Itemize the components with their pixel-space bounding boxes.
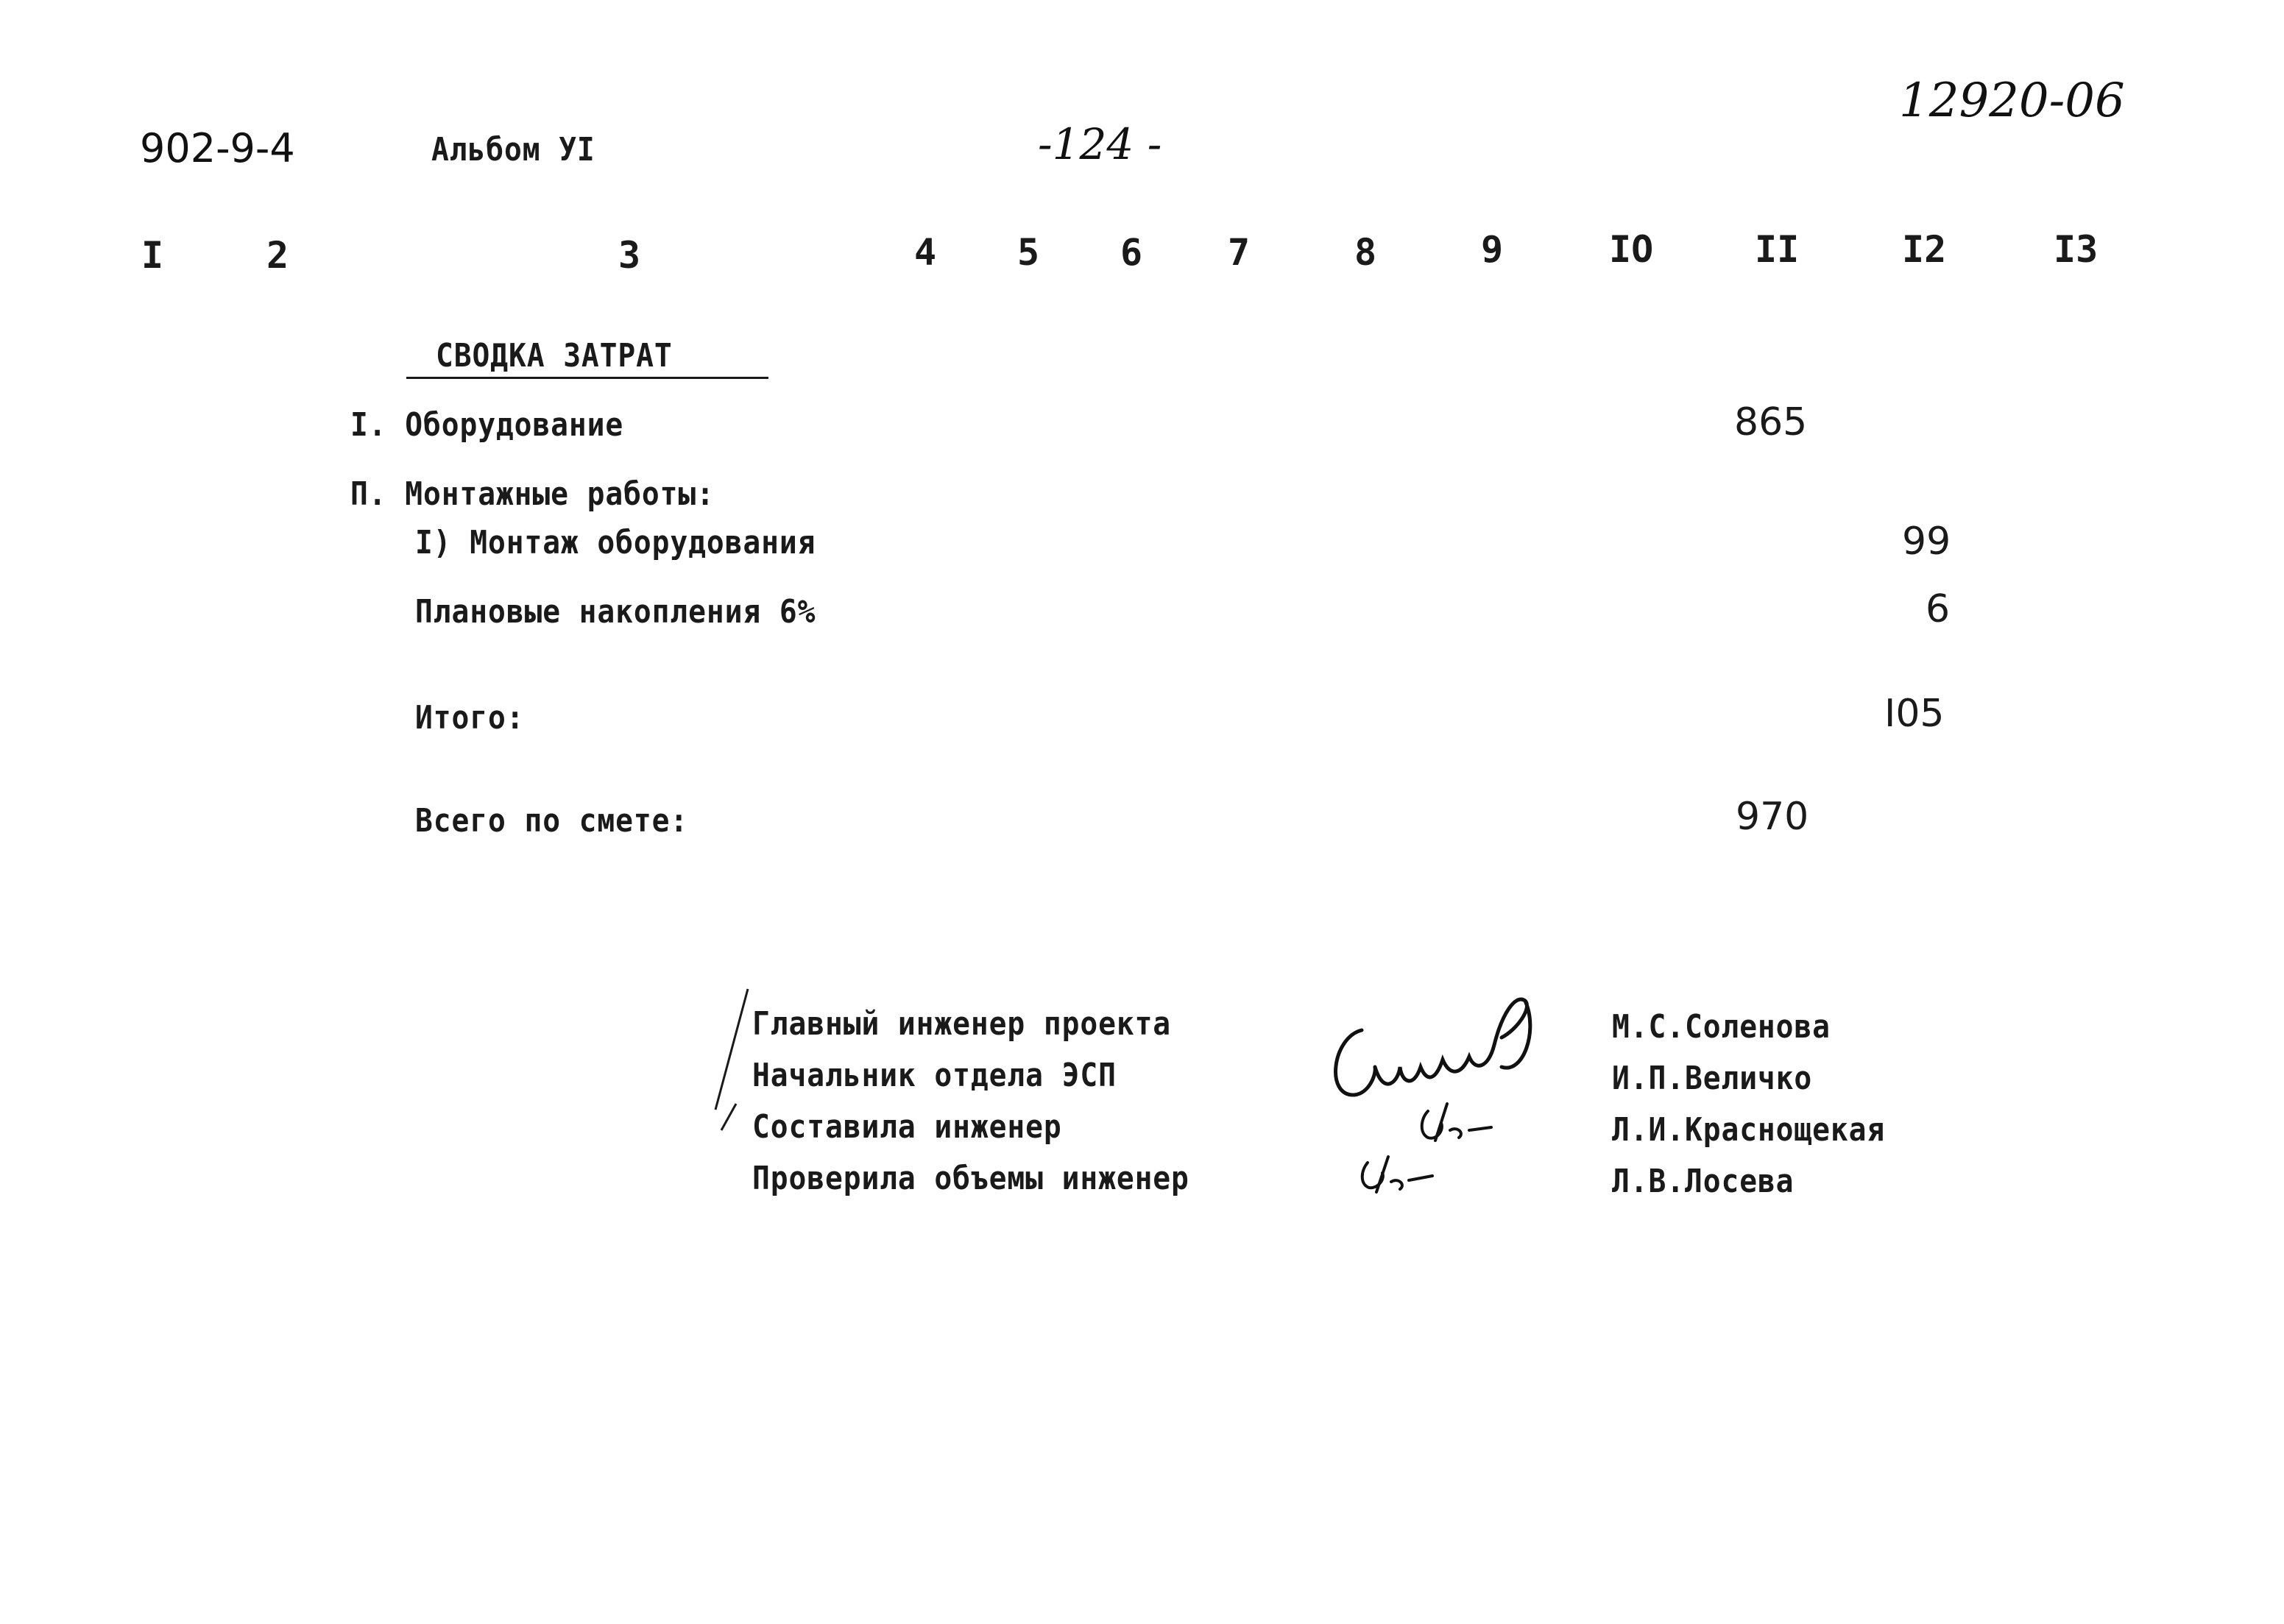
archive-number: 12920-06 xyxy=(1899,74,2125,128)
column-number: 6 xyxy=(1120,231,1143,274)
signer-name: М.С.Соленова xyxy=(1612,1008,1831,1046)
column-number: I xyxy=(141,234,164,277)
signer-name: Л.И.Краснощекая xyxy=(1612,1111,1886,1149)
row-label: Плановые накопления 6% xyxy=(415,593,816,631)
album-label: Альбом УI xyxy=(431,131,595,169)
cell-col11: 865 xyxy=(1734,400,1808,444)
signer-name: И.П.Величко xyxy=(1612,1060,1813,1097)
cell-col12: 99 xyxy=(1902,520,1951,564)
signer-role: Начальник отдела ЭСП xyxy=(752,1057,1117,1094)
row-label: I) Монтаж оборудования xyxy=(415,524,816,561)
handwritten-signature xyxy=(1318,986,1568,1207)
column-number: 5 xyxy=(1017,231,1040,274)
bracket-mark xyxy=(707,986,751,1163)
column-number: 4 xyxy=(914,231,937,274)
column-number: 8 xyxy=(1354,231,1377,274)
column-number: II xyxy=(1755,228,1800,271)
doc-code: 902-9-4 xyxy=(140,125,295,171)
cell-col11: 970 xyxy=(1736,795,1809,839)
column-number: 9 xyxy=(1481,228,1504,271)
page-number: -124 - xyxy=(1038,119,1162,169)
signer-role: Проверила объемы инженер xyxy=(752,1160,1189,1197)
column-number: 3 xyxy=(618,234,641,277)
column-number: IO xyxy=(1609,228,1654,271)
row-label: Всего по смете: xyxy=(415,802,689,840)
column-number: I3 xyxy=(2054,228,2099,271)
column-number: 7 xyxy=(1228,231,1251,274)
cell-col12: I05 xyxy=(1884,692,1945,736)
column-number: I2 xyxy=(1902,228,1947,271)
signer-role: Главный инженер проекта xyxy=(752,1005,1172,1043)
row-label: Итого: xyxy=(415,699,525,737)
signer-name: Л.В.Лосева xyxy=(1612,1163,1795,1200)
cell-col12: 6 xyxy=(1926,587,1951,631)
summary-title: СВОДКА ЗАТРАТ xyxy=(436,337,673,375)
row-label: П. Монтажные работы: xyxy=(350,475,715,513)
title-underline xyxy=(406,377,768,379)
row-label: I. Оборудование xyxy=(350,406,624,444)
signer-role: Составила инженер xyxy=(752,1108,1062,1146)
column-number: 2 xyxy=(266,234,289,277)
